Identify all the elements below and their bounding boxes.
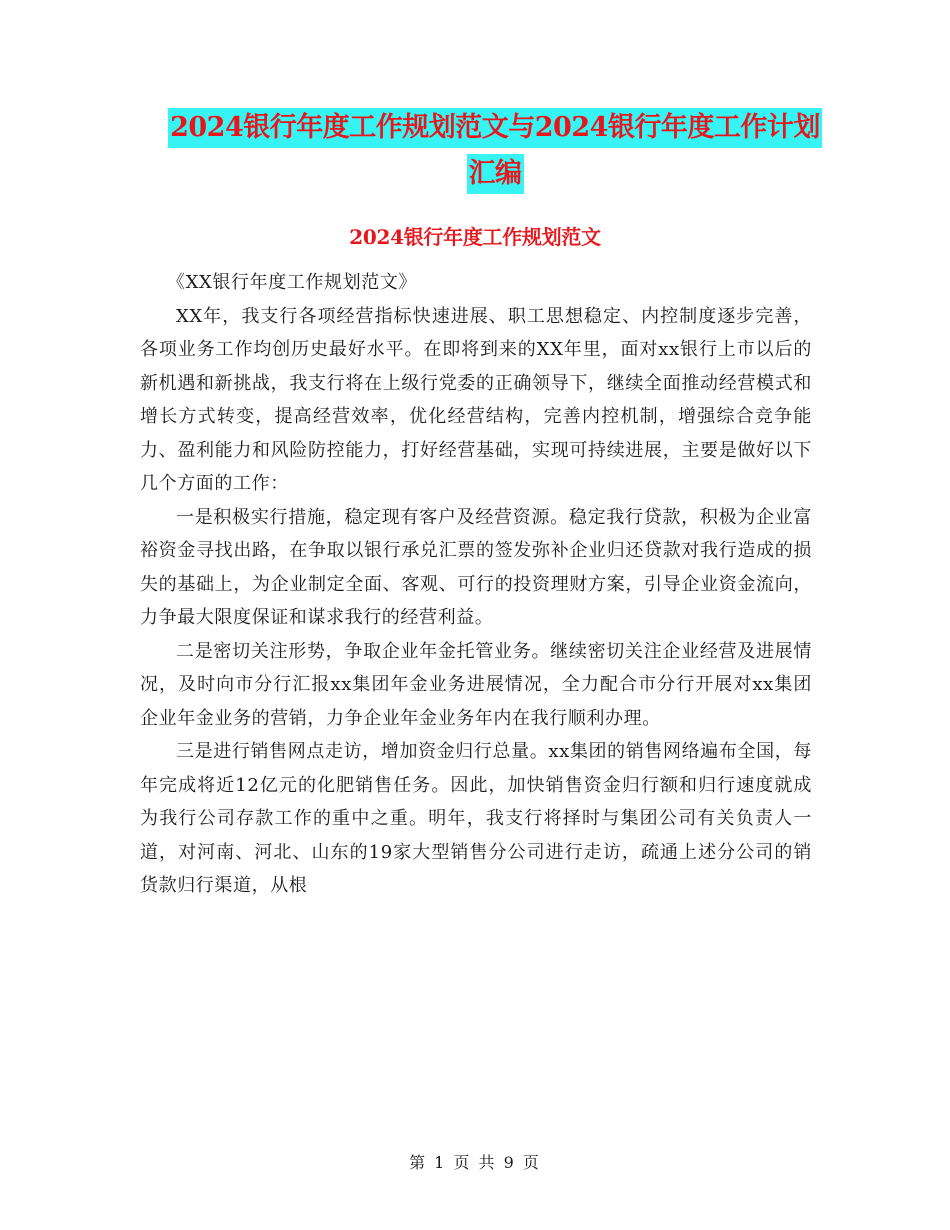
title-line-2: 汇编 [467, 154, 524, 194]
document-body [140, 266, 812, 903]
section-title: 2024银行年度工作规划范文 [349, 225, 601, 249]
paragraph: 三是进行销售网点走访，增加资金归行总量。xx集团的销售网络遍布全国，每年完成将近12亿元的化肥销售任务。因此，加快销售资金归行额和归行速度就成为我行公司存款工作的重中之重。明年，我支行将择时与集团公司有关负责人一道，对河南、河北、山东的19家大型销售分公司进行走访，疏通上述分公司的销货款归行渠道，从根 [140, 741, 812, 896]
page-footer: 第 1 页 共 9 页 [409, 1153, 541, 1172]
paragraph: XX年，我支行各项经营指标快速进展、职工思想稳定、内控制度逐步完善，各项业务工作均创历史最好水平。在即将到来的XX年里，面对xx银行上市以后的新机遇和新挑战，我支行将在上级行党委的正确领导下，继续全面推动经营模式和增长方式转变，提高经营效率，优化经营结构，完善内控机制，增强综合竞争能力、盈利能力和风险防控能力，打好经营基础，实现可持续进展，主要是做好以下几个方面的工作： [140, 305, 812, 494]
paragraph: 一是积极实行措施，稳定现有客户及经营资源。稳定我行贷款，积极为企业富裕资金寻找出路，在争取以银行承兑汇票的签发弥补企业归还贷款对我行造成的损失的基础上，为企业制定全面、客观、可行的投资理财方案，引导企业资金流向，力争最大限度保证和谋求我行的经营利益。 [140, 506, 812, 628]
document-title [140, 108, 850, 200]
paragraph-reference: 《XX银行年度工作规划范文》 [167, 272, 418, 293]
paragraph: 二是密切关注形势，争取企业年金托管业务。继续密切关注企业经营及进展情况，及时向市分行汇报xx集团年金业务进展情况，全力配合市分行开展对xx集团企业年金业务的营销，力争企业年金业务年内在我行顺利办理。 [140, 640, 812, 729]
title-line-1: 2024银行年度工作规划范文与2024银行年度工作计划 [168, 108, 822, 148]
